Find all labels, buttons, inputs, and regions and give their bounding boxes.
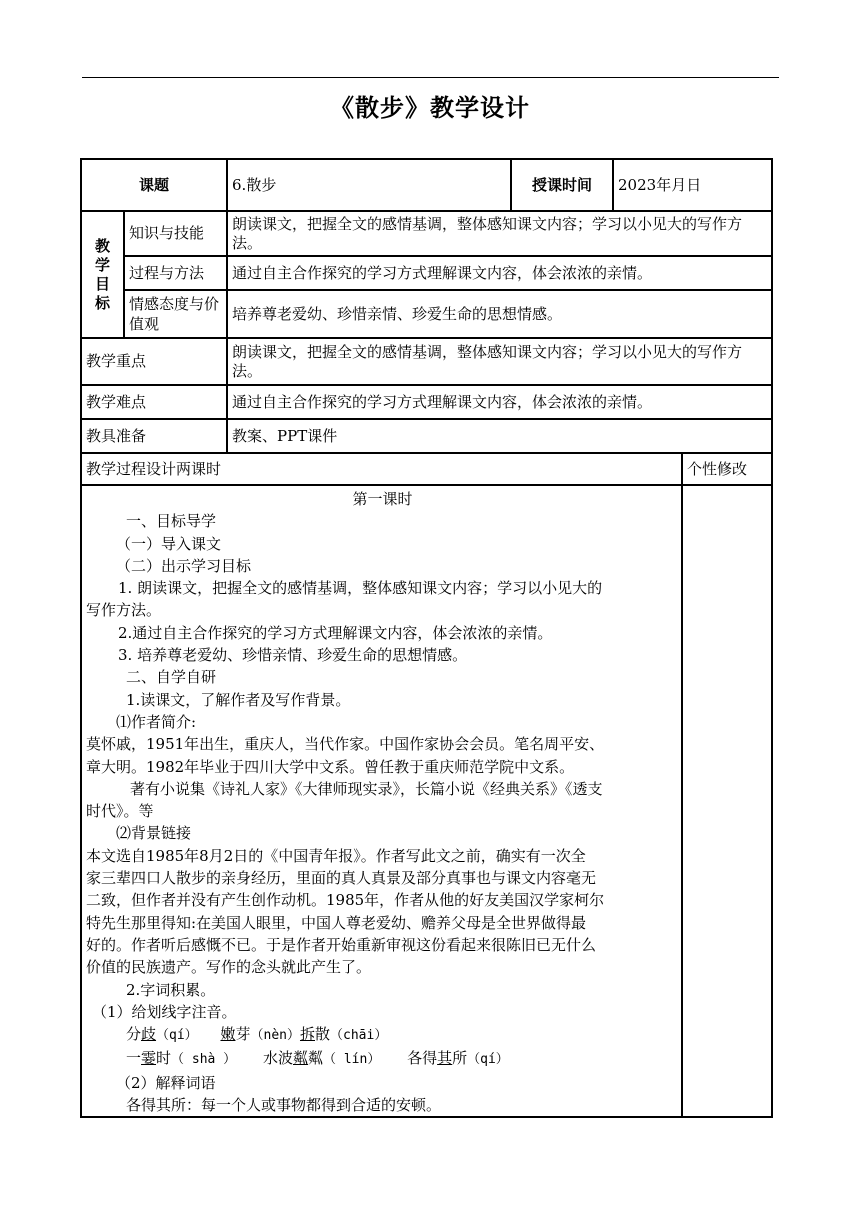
goals-char: 目 — [94, 274, 110, 293]
lesson-line: 著有小说集《诗礼人家》《大律师现实录》，长篇小说《经典关系》《透支 — [130, 779, 603, 798]
goals-char: 学 — [94, 255, 110, 274]
pinyin: （chāi） — [330, 1028, 388, 1044]
lesson-heading: 第一课时 — [352, 490, 413, 508]
personal-edit-label: 个性修改 — [682, 453, 772, 485]
lesson-line: 好的。作者听后感慨不已。于是作者开始重新审视这份看起来很陈旧已无什么 — [86, 935, 597, 954]
time-value: 2023年月日 — [613, 159, 772, 211]
underlined-char: 嫩 — [220, 1025, 236, 1044]
lesson-line: 写作方法。 — [86, 601, 162, 620]
topic-value: 6.散步 — [227, 159, 511, 211]
goals-char: 教 — [94, 236, 110, 255]
word-text: 粼 — [308, 1049, 324, 1068]
lesson-line: 莫怀戚，1951年出生，重庆人，当代作家。中国作家协会会员。笔名周平安、 — [86, 735, 605, 754]
goal-process-text: 通过自主合作探究的学习方式理解课文内容，体会浓浓的亲情。 — [227, 256, 772, 290]
lesson-line: 1. 朗读课文，把握全文的感情基调，整体感知课文内容；学习以小见大的 — [118, 579, 603, 598]
word-text: 时 — [156, 1049, 172, 1068]
lesson-line: 时代》。等 — [86, 802, 154, 821]
lesson-line: （1）给划线字注音。 — [92, 1002, 237, 1021]
goal-attitude-label: 情感态度与价值观 — [124, 290, 227, 338]
lesson-line: 本文选自1985年8月2日的《中国青年报》。作者写此文之前，确实有一次全 — [86, 846, 586, 865]
key-points-label: 教学重点 — [81, 338, 227, 385]
goals-char: 标 — [94, 293, 110, 312]
materials-row — [81, 419, 772, 453]
materials-text: 教案、PPT课件 — [227, 419, 772, 453]
underlined-char: 歧 — [141, 1025, 157, 1044]
goals-group-label — [81, 211, 124, 338]
difficulties-row — [81, 385, 772, 419]
underlined-char: 霎 — [141, 1049, 157, 1068]
word-text: 散 — [315, 1025, 331, 1044]
word-text: 一 — [126, 1049, 142, 1068]
goal-knowledge-text: 朗读课文，把握全文的感情基调，整体感知课文内容；学习以小见大的写作方法。 — [227, 211, 772, 256]
word-text: 水波 — [262, 1049, 293, 1068]
lesson-line: 章大明。1982年毕业于四川大学中文系。曾任教于重庆师范学院中文系。 — [86, 757, 575, 776]
pinyin: （qí） — [467, 1052, 509, 1068]
lesson-line: 1.读课文，了解作者及写作背景。 — [126, 690, 351, 709]
time-label: 授课时间 — [511, 159, 613, 211]
pinyin: （nèn） — [250, 1028, 300, 1044]
materials-label: 教具准备 — [81, 419, 227, 453]
word-text: 芽 — [235, 1025, 251, 1044]
key-points-row — [81, 338, 772, 385]
lesson-line: 特先生那里得知:在美国人眼里，中国人尊老爱幼、赡养父母是全世界做得最 — [86, 913, 587, 932]
lesson-line: 二、自学自研 — [126, 668, 217, 687]
pinyin: （ lín） — [323, 1052, 381, 1068]
header-rule — [82, 77, 779, 78]
lesson-line: 一、目标导学 — [126, 512, 217, 531]
phonetic-line — [86, 1023, 679, 1047]
process-label: 教学过程设计两课时 — [81, 453, 682, 485]
lesson-plan-table — [80, 158, 773, 1118]
lesson-line: 家三辈四口人散步的亲身经历，里面的真人真景及部分真事也与课文内容毫无 — [86, 869, 597, 888]
word-text: 所 — [452, 1049, 468, 1068]
goal-process-label: 过程与方法 — [124, 256, 227, 290]
topic-row — [81, 159, 772, 211]
lesson-line: 价值的民族遗产。写作的念头就此产生了。 — [86, 958, 372, 977]
lesson-line: （二）出示学习目标 — [116, 556, 252, 575]
lesson-line: 二致，但作者并没有产生创作动机。1985年，作者从他的好友美国汉学家柯尔 — [86, 891, 605, 910]
goal-knowledge-label: 知识与技能 — [124, 211, 227, 256]
lesson-line: 各得其所：每一个人或事物都得到合适的安顿。 — [126, 1096, 442, 1115]
lesson-content — [81, 485, 682, 1117]
document-title: 《散步》教学设计 — [330, 94, 530, 122]
lesson-line: 2.通过自主合作探究的学习方式理解课文内容，体会浓浓的亲情。 — [118, 623, 553, 642]
goal-attitude-text: 培养尊老爱幼、珍惜亲情、珍爱生命的思想情感。 — [227, 290, 772, 338]
pinyin: （qí） — [156, 1028, 198, 1044]
personal-edit-cell[interactable] — [682, 485, 772, 1117]
lesson-line: ⑴作者简介: — [116, 712, 197, 731]
goal-row — [81, 290, 772, 338]
lesson-line: 3. 培养尊老爱幼、珍惜亲情、珍爱生命的思想情感。 — [118, 646, 468, 665]
lesson-line: （2）解释词语 — [116, 1073, 216, 1092]
process-content-row — [81, 485, 772, 1117]
goal-row — [81, 211, 772, 256]
phonetic-line — [86, 1047, 679, 1071]
underlined-char: 其 — [437, 1049, 453, 1068]
difficulties-text: 通过自主合作探究的学习方式理解课文内容，体会浓浓的亲情。 — [227, 385, 772, 419]
topic-label: 课题 — [81, 159, 227, 211]
pinyin: （ shà ） — [171, 1052, 237, 1068]
lesson-line: （一）导入课文 — [116, 534, 222, 553]
lesson-line: 2.字词积累。 — [126, 980, 216, 999]
process-header-row — [81, 453, 772, 485]
underlined-char: 粼 — [292, 1049, 308, 1068]
word-text: 分 — [126, 1025, 142, 1044]
difficulties-label: 教学难点 — [81, 385, 227, 419]
key-points-text: 朗读课文，把握全文的感情基调，整体感知课文内容；学习以小见大的写作方法。 — [227, 338, 772, 385]
word-text: 各得 — [407, 1049, 438, 1068]
underlined-char: 拆 — [299, 1025, 315, 1044]
goal-row — [81, 256, 772, 290]
lesson-line: ⑵背景链接 — [116, 824, 192, 843]
